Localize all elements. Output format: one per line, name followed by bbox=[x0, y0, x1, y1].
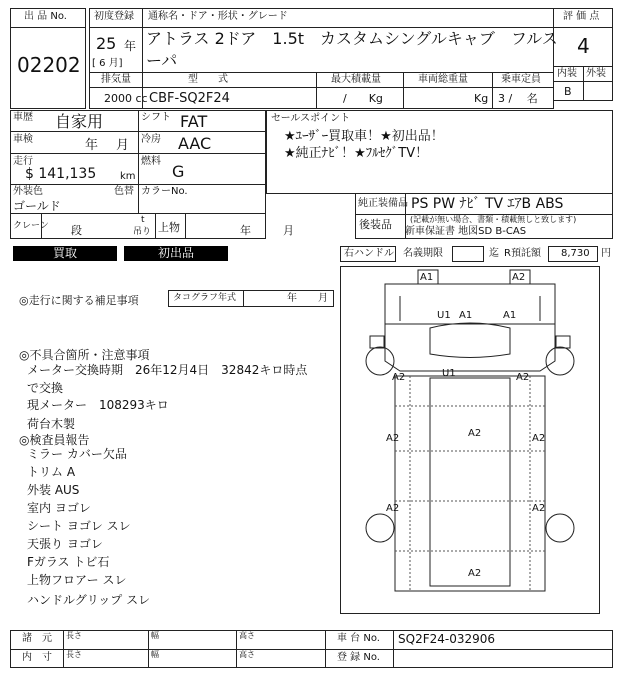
yen-label: 円 bbox=[601, 248, 611, 259]
registration-label: 登 録 No. bbox=[337, 652, 380, 663]
remark-line: 室内 ヨゴレ bbox=[27, 501, 91, 515]
interior-score: B bbox=[564, 85, 572, 98]
remark-line: トリム A bbox=[27, 465, 76, 479]
name-change-label: 名義期限 bbox=[403, 248, 443, 259]
mark-a2-bed-center: A2 bbox=[468, 428, 482, 439]
color-change-label: 色替 bbox=[114, 186, 134, 197]
disp-value: 2000 cc bbox=[104, 92, 148, 105]
equipment-label: 純正装備品 bbox=[358, 198, 408, 209]
shift-label: シフト bbox=[141, 112, 171, 123]
crane-dan: 段 bbox=[71, 224, 82, 237]
name-change-box bbox=[452, 246, 484, 262]
lot-number: 02202 bbox=[17, 53, 81, 77]
inspect-label: 車検 bbox=[13, 134, 33, 145]
mark-u1-floor: U1 bbox=[442, 368, 456, 379]
vehicle-name-line2: ーパ bbox=[146, 51, 178, 70]
mark-a2-tailgate: A2 bbox=[468, 568, 482, 579]
remark-line: ◎検査員報告 bbox=[19, 433, 90, 447]
mark-a2-front-right: A2 bbox=[512, 272, 526, 283]
fuel-label: 燃料 bbox=[141, 156, 161, 167]
fuel-value: G bbox=[172, 162, 185, 181]
equipment-value: PS PW ﾅﾋﾞ TV ｴｱB ABS bbox=[411, 196, 564, 212]
upper-year: 年 bbox=[240, 224, 251, 237]
remark-line: メーター交換時期 26年12月4日 32842キロ時点 bbox=[27, 363, 308, 377]
recycle-label: R預託額 bbox=[504, 248, 541, 259]
mark-a1-front-left: A1 bbox=[420, 272, 434, 283]
remark-line: ハンドルグリップ スレ bbox=[27, 593, 151, 607]
vehicle-name-line1: アトラス 2ドア 1.5t カスタムシングルキャブ フルス bbox=[146, 29, 558, 48]
maxload-value: / Kg bbox=[343, 92, 383, 105]
mark-a2-right-side: A2 bbox=[532, 433, 546, 444]
spec-length-label: 長さ bbox=[66, 631, 82, 640]
sales-line-2: ★純正ﾅﾋﾞ！★ﾌﾙｾｸﾞTV！ bbox=[284, 146, 429, 161]
model-value: CBF-SQ2F24 bbox=[149, 91, 230, 106]
remark-line: 天張り ヨゴレ bbox=[27, 537, 103, 551]
buyback-badge: 買取 bbox=[13, 246, 117, 261]
model-label-cell bbox=[142, 72, 317, 88]
color-value: ゴールド bbox=[13, 199, 61, 213]
upper-month: 月 bbox=[283, 224, 294, 237]
mileage-unit: km bbox=[120, 171, 136, 182]
exterior-score-cell bbox=[583, 81, 613, 101]
inner-height-label: 高さ bbox=[239, 650, 255, 659]
spec-row-label: 諸 元 bbox=[22, 633, 52, 644]
remark-line: 外装 AUS bbox=[27, 483, 80, 497]
mark-a2-left-side: A2 bbox=[386, 433, 400, 444]
history-label: 車歴 bbox=[13, 112, 33, 123]
mileage-value: $ 141,135 bbox=[25, 166, 97, 182]
remark-line: 荷台木製 bbox=[27, 417, 76, 431]
gross-value: Kg bbox=[474, 92, 489, 105]
mileage-label: 走行 bbox=[13, 156, 33, 167]
name-label: 通称名・ドア・形状・グレード bbox=[148, 11, 288, 22]
first-listing-badge: 初出品 bbox=[124, 246, 228, 261]
mark-a2-right-rear: A2 bbox=[532, 503, 546, 514]
vehicle-condition-diagram bbox=[340, 266, 600, 614]
crane-ton: t bbox=[141, 215, 145, 225]
spec-width-label: 幅 bbox=[151, 631, 159, 640]
reg-month: [ 6 月] bbox=[92, 58, 123, 69]
sales-point-label: セールスポイント bbox=[271, 113, 351, 124]
score-label: 評 価 点 bbox=[563, 11, 600, 22]
ac-label: 冷房 bbox=[141, 134, 161, 145]
tacho-month: 月 bbox=[318, 293, 328, 304]
model-label: 型 式 bbox=[188, 74, 228, 85]
remark-line: シート ヨゴレ スレ bbox=[27, 519, 131, 533]
inner-width-label: 幅 bbox=[151, 650, 159, 659]
name-change-until: 迄 bbox=[489, 248, 499, 259]
upper-label: 上物 bbox=[158, 221, 180, 234]
reg-year: 25 bbox=[96, 34, 117, 53]
shift-value: FAT bbox=[180, 112, 208, 131]
supplement-heading: ◎走行に関する補足事項 bbox=[19, 294, 139, 307]
spec-height-label: 高さ bbox=[239, 631, 255, 640]
mark-a2-left-rear: A2 bbox=[386, 503, 400, 514]
mark-u1-windshield: U1 bbox=[437, 310, 451, 321]
remark-line: 上物フロアー スレ bbox=[27, 573, 127, 587]
disp-label: 排気量 bbox=[101, 74, 131, 85]
remark-line: 現メーター 108293キロ bbox=[27, 398, 169, 412]
chassis-label: 車 台 No. bbox=[337, 633, 380, 644]
remark-line: で交換 bbox=[27, 381, 64, 395]
tacho-year: 年 bbox=[287, 293, 297, 304]
tacho-label: タコグラフ年式 bbox=[173, 293, 237, 303]
mark-a1-windshield: A1 bbox=[459, 310, 473, 321]
remark-line: Fガラス トビ石 bbox=[27, 555, 110, 569]
inspect-year: 年 bbox=[85, 138, 99, 153]
aftermarket-label: 後装品 bbox=[359, 218, 392, 231]
interior-label: 内装 bbox=[557, 68, 577, 79]
remark-line: ミラー カバー欠品 bbox=[27, 447, 127, 461]
gross-label: 車両総重量 bbox=[418, 74, 468, 85]
ac-value: AAC bbox=[178, 134, 212, 153]
aftermarket-value: 新車保証書 地図SD B-CAS bbox=[405, 226, 527, 237]
lot-label: 出 品 No. bbox=[24, 11, 67, 22]
score-value: 4 bbox=[577, 34, 590, 58]
history-value: 自家用 bbox=[55, 112, 104, 131]
crane-label: クレーン bbox=[13, 221, 49, 231]
inspect-month: 月 bbox=[116, 138, 130, 153]
cap-label: 乗車定員 bbox=[501, 74, 541, 85]
recycle-value: 8,730 bbox=[561, 248, 590, 259]
crane-tsuri: 吊り bbox=[133, 227, 152, 237]
aftermarket-note: (記載が無い場合、書類・積載無しと致します) bbox=[410, 215, 577, 224]
mark-a1-cab-right: A1 bbox=[503, 310, 517, 321]
exterior-label: 外装 bbox=[586, 68, 606, 79]
inner-row-label: 内 寸 bbox=[22, 652, 52, 663]
sales-line-1: ★ﾕｰｻﾞｰ買取車！★初出品！ bbox=[284, 129, 444, 144]
chassis-value: SQ2F24-032906 bbox=[398, 632, 496, 646]
mark-a2-door-left: A2 bbox=[392, 372, 406, 383]
maxload-label: 最大積載量 bbox=[331, 74, 381, 85]
inner-length-label: 長さ bbox=[66, 650, 82, 659]
color-label: 外装色 bbox=[13, 186, 43, 197]
rhd-label: 右ハンドル bbox=[344, 248, 394, 259]
mark-a2-door-right: A2 bbox=[516, 372, 530, 383]
color-no-label: カラーNo. bbox=[141, 186, 188, 197]
cap-value: 3 / 名 bbox=[498, 92, 538, 105]
reg-year-unit: 年 bbox=[124, 39, 137, 53]
reg-label: 初度登録 bbox=[94, 11, 134, 22]
remark-line: ◎不具合箇所・注意事項 bbox=[19, 348, 150, 362]
